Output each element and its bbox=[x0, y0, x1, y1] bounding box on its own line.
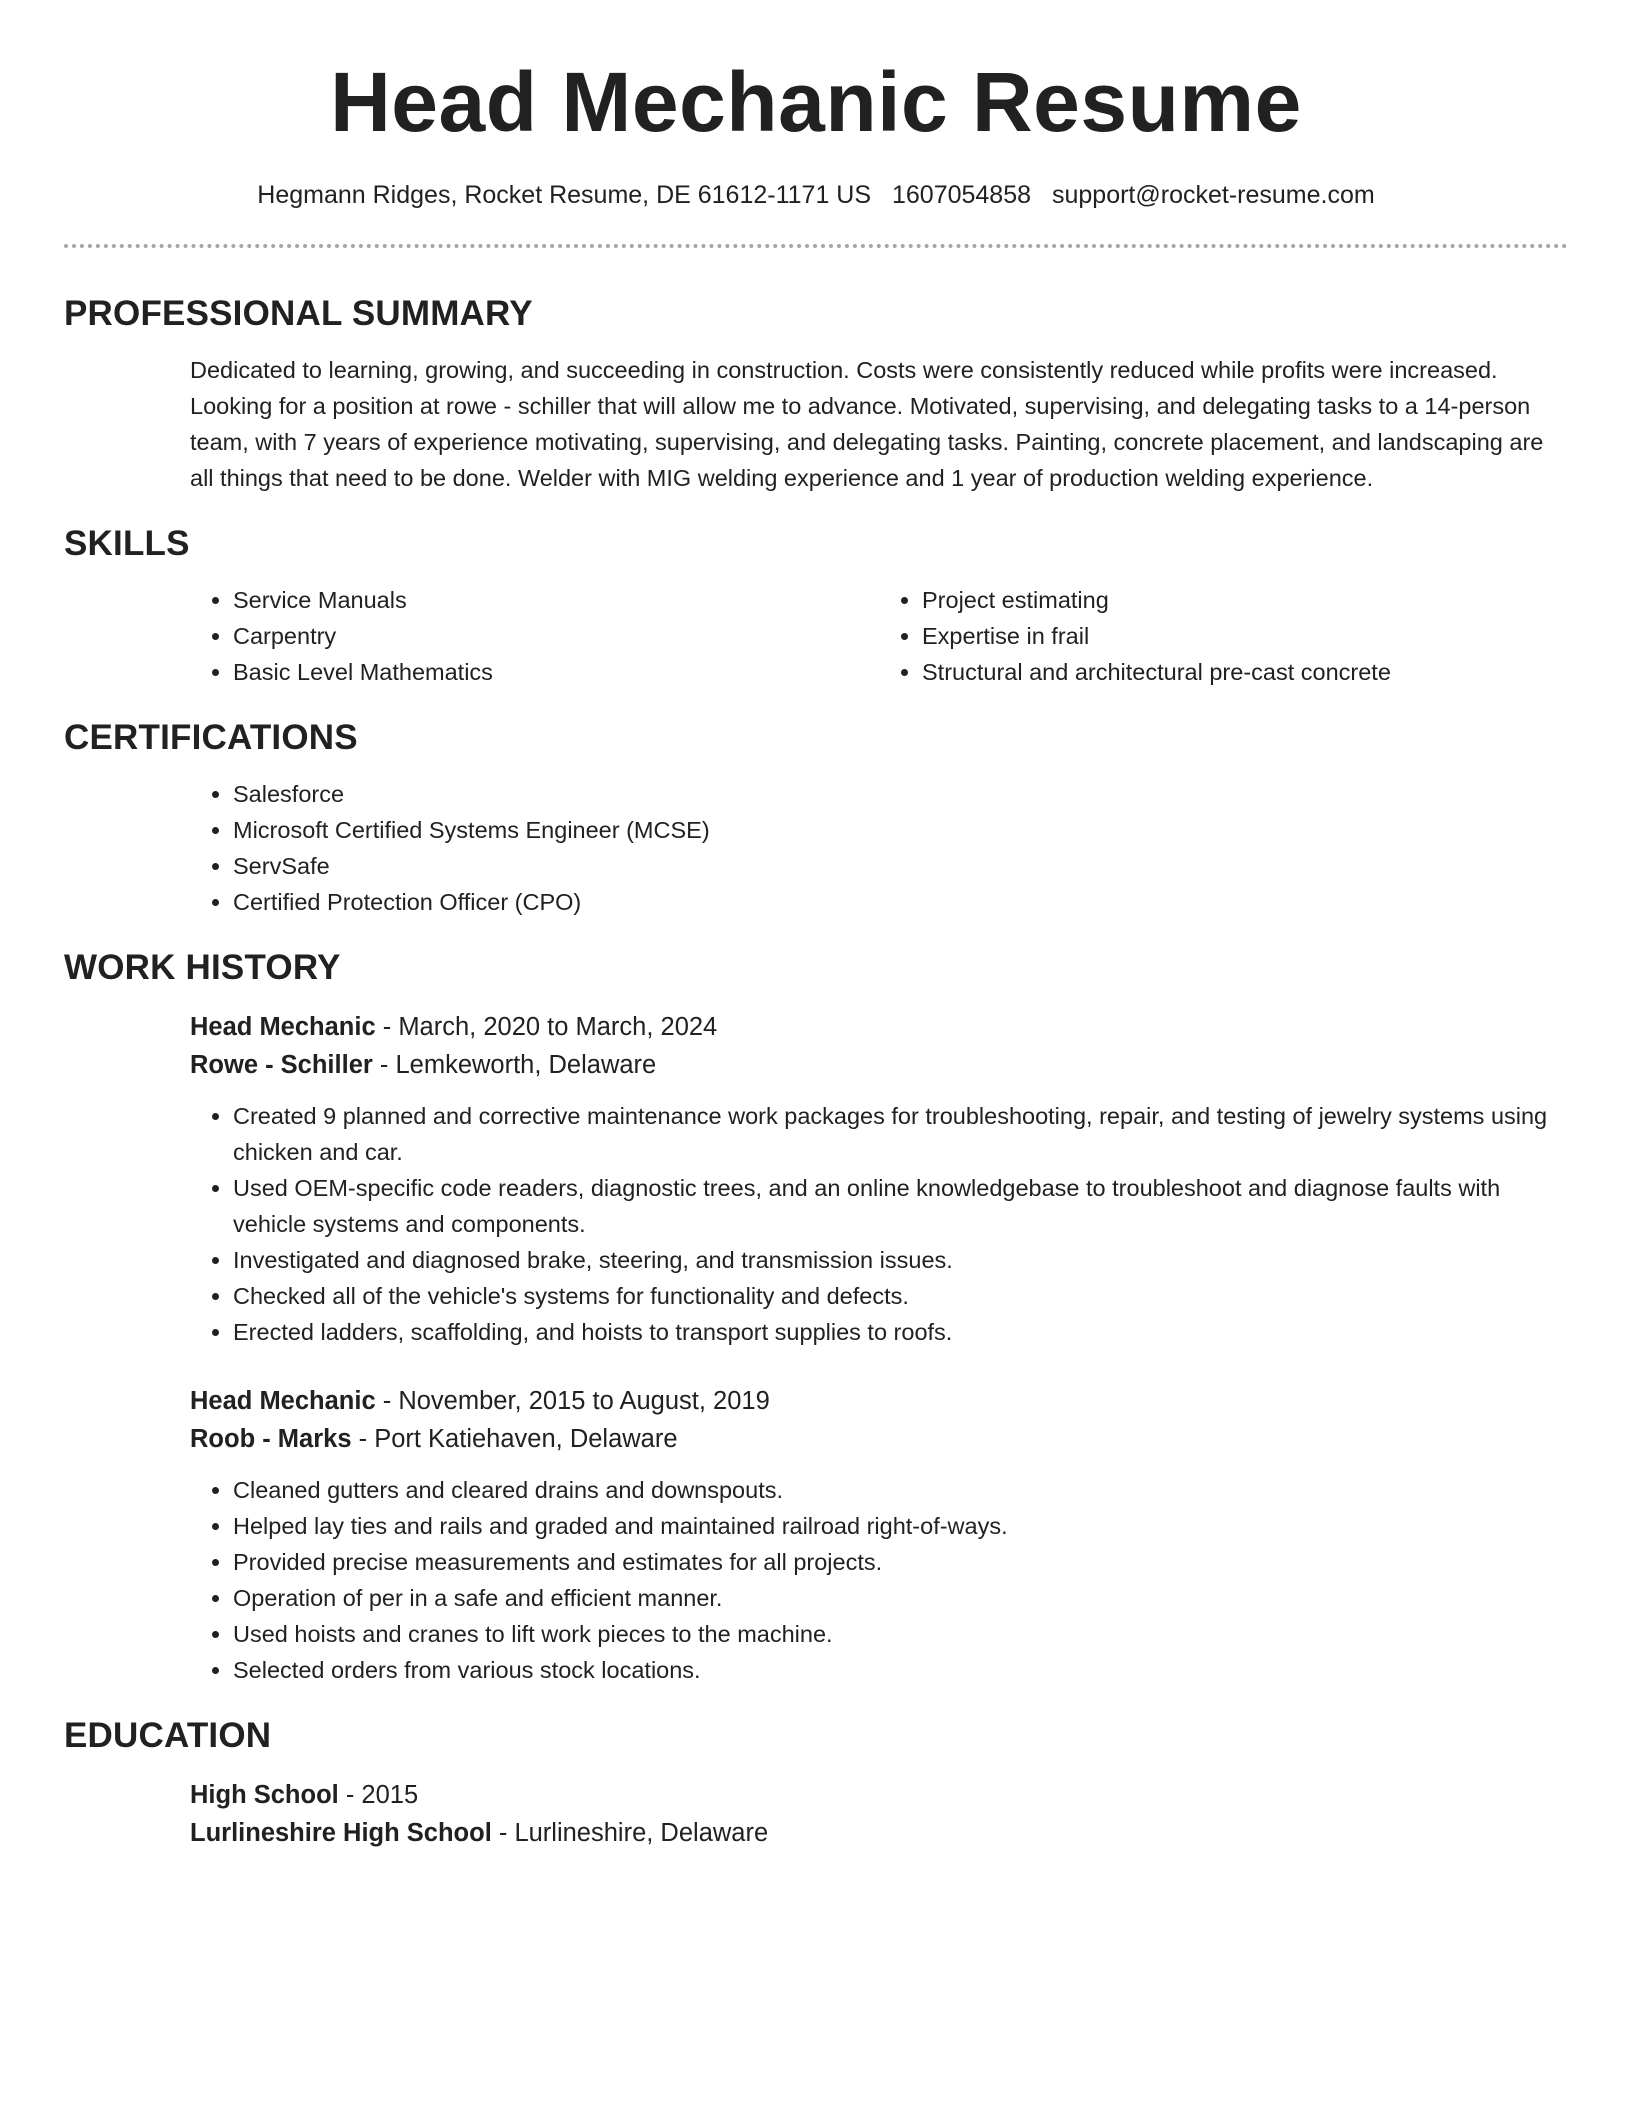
job-company: Roob - Marks bbox=[190, 1425, 352, 1453]
certifications-section bbox=[190, 776, 1568, 920]
job-company: Rowe - Schiller bbox=[190, 1051, 373, 1079]
education-degree-line bbox=[190, 1776, 1568, 1814]
job-bullet: • Used hoists and cranes to lift work pieces to the machine. bbox=[233, 1616, 1568, 1652]
skill-item: • Basic Level Mathematics bbox=[233, 654, 879, 690]
job-title-line bbox=[190, 1382, 1568, 1420]
skill-item: • Expertise in frail bbox=[922, 618, 1568, 654]
education-year: - 2015 bbox=[338, 1781, 419, 1809]
education-location: - Lurlineshire, Delaware bbox=[491, 1819, 769, 1847]
skills-section bbox=[190, 582, 1568, 690]
certifications-heading: CERTIFICATIONS bbox=[64, 718, 358, 757]
job-bullet: • Helped lay ties and rails and graded and maintained railroad right-of-ways. bbox=[233, 1508, 1568, 1544]
job-bullet: • Cleaned gutters and cleared drains and downspouts. bbox=[233, 1472, 1568, 1508]
education-school: Lurlineshire High School bbox=[190, 1819, 492, 1847]
certification-item: • Salesforce bbox=[233, 776, 1568, 812]
job-company-line bbox=[190, 1046, 1568, 1084]
contact-address: Hegmann Ridges, Rocket Resume, DE 61612-1171 US bbox=[257, 181, 872, 209]
job-bullet: • Used OEM-specific code readers, diagnostic trees, and an online knowledgebase to troubleshoot and diagnose faults with vehicle systems and components. bbox=[233, 1170, 1568, 1242]
resume-header bbox=[64, 0, 1568, 212]
skills-list-left bbox=[190, 582, 879, 690]
skill-item: • Carpentry bbox=[233, 618, 879, 654]
job-title-line bbox=[190, 1008, 1568, 1046]
work-history-heading: WORK HISTORY bbox=[64, 948, 341, 987]
education-section bbox=[190, 1776, 1568, 1852]
skills-heading: SKILLS bbox=[64, 524, 190, 563]
job-dates: - March, 2020 to March, 2024 bbox=[375, 1013, 718, 1041]
job-bullet: • Selected orders from various stock locations. bbox=[233, 1652, 1568, 1688]
job-entry bbox=[190, 1382, 1568, 1688]
job-bullet: • Checked all of the vehicle's systems for functionality and defects. bbox=[233, 1278, 1568, 1314]
job-entry bbox=[190, 1008, 1568, 1350]
certification-item: • Microsoft Certified Systems Engineer (MCSE) bbox=[233, 812, 1568, 848]
skill-item: • Project estimating bbox=[922, 582, 1568, 618]
certifications-list bbox=[190, 776, 1568, 920]
job-bullet: • Created 9 planned and corrective maintenance work packages for troubleshooting, repair, and testing of jewelry systems using chicken and car. bbox=[233, 1098, 1568, 1170]
education-heading: EDUCATION bbox=[64, 1716, 272, 1755]
job-company-line bbox=[190, 1420, 1568, 1458]
job-bullet: • Investigated and diagnosed brake, steering, and transmission issues. bbox=[233, 1242, 1568, 1278]
job-location: - Port Katiehaven, Delaware bbox=[351, 1425, 678, 1453]
job-bullets bbox=[190, 1098, 1568, 1350]
contact-email: support@rocket-resume.com bbox=[1051, 181, 1375, 209]
skill-item: • Service Manuals bbox=[233, 582, 879, 618]
contact-phone: 1607054858 bbox=[891, 181, 1032, 209]
resume-title: Head Mechanic Resume bbox=[330, 55, 1302, 149]
job-role: Head Mechanic bbox=[190, 1013, 376, 1041]
certification-item: • Certified Protection Officer (CPO) bbox=[233, 884, 1568, 920]
contact-line bbox=[64, 178, 1568, 212]
job-bullet: • Operation of per in a safe and efficient manner. bbox=[233, 1580, 1568, 1616]
summary-section bbox=[190, 352, 1568, 496]
summary-heading: PROFESSIONAL SUMMARY bbox=[64, 294, 533, 333]
skill-item: • Structural and architectural pre-cast concrete bbox=[922, 654, 1568, 690]
skills-list-right bbox=[879, 582, 1568, 690]
job-bullet: • Erected ladders, scaffolding, and hoists to transport supplies to roofs. bbox=[233, 1314, 1568, 1350]
education-school-line bbox=[190, 1814, 1568, 1852]
job-dates: - November, 2015 to August, 2019 bbox=[375, 1387, 770, 1415]
job-role: Head Mechanic bbox=[190, 1387, 376, 1415]
header-divider bbox=[64, 244, 1568, 248]
education-degree: High School bbox=[190, 1781, 339, 1809]
job-bullet: • Provided precise measurements and estimates for all projects. bbox=[233, 1544, 1568, 1580]
job-location: - Lemkeworth, Delaware bbox=[372, 1051, 657, 1079]
summary-text: Dedicated to learning, growing, and succeeding in construction. Costs were consistently reduced while profits were increased. Looking for a position at rowe - schiller that will allow me to advance. Motivated, supervising, and delegating tasks to a 14-person team, with 7 years of experience motivating, supervising, and delegating tasks. Painting, concrete placement, and landscaping are all things that need to be done. Welder with MIG welding experience and 1 year of production welding experience. bbox=[190, 357, 1544, 491]
job-bullets bbox=[190, 1472, 1568, 1688]
certification-item: • ServSafe bbox=[233, 848, 1568, 884]
